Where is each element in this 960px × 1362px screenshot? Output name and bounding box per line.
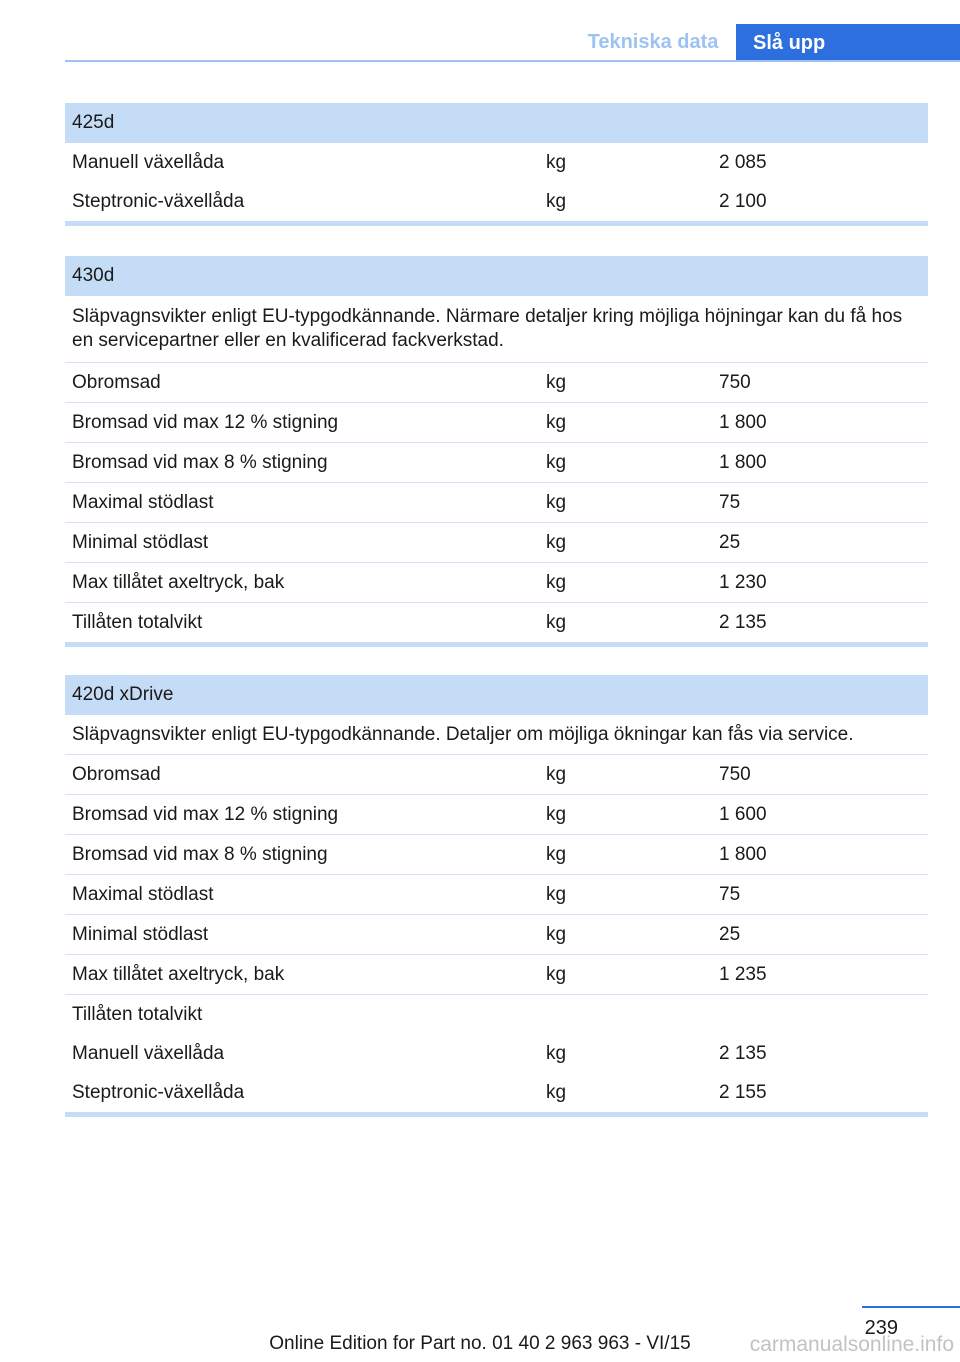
row-value: 2 155 xyxy=(719,1082,767,1103)
row-label: Obromsad xyxy=(72,764,161,785)
table-row xyxy=(65,835,928,875)
row-unit: kg xyxy=(546,884,567,905)
row-label: Steptronic-växellåda xyxy=(72,191,245,212)
table-title: 420d xDrive xyxy=(65,675,928,715)
row-unit: kg xyxy=(546,492,567,513)
table-row xyxy=(65,483,928,523)
watermark: carmanualsonline.info xyxy=(749,1333,954,1356)
row-label: Obromsad xyxy=(72,372,161,393)
row-unit: kg xyxy=(546,572,567,593)
table-row xyxy=(65,875,928,915)
table-subheading: Tillåten totalvikt xyxy=(72,1004,203,1025)
row-label: Max tillåtet axeltryck, bak xyxy=(72,964,285,985)
table-row xyxy=(65,443,928,483)
row-value: 1 800 xyxy=(719,844,767,865)
table-row xyxy=(65,955,928,995)
table-row xyxy=(65,182,928,221)
row-value: 2 100 xyxy=(719,191,767,212)
row-value: 25 xyxy=(719,532,741,553)
row-value: 2 135 xyxy=(719,1043,767,1064)
row-unit: kg xyxy=(546,191,567,212)
table-420d-xdrive xyxy=(65,675,928,1117)
row-label: Bromsad vid max 8 % stigning xyxy=(72,844,328,865)
row-label: Bromsad vid max 12 % stigning xyxy=(72,804,339,825)
table-row xyxy=(65,755,928,795)
header-tab-lookup[interactable]: Slå upp xyxy=(736,24,960,62)
row-unit: kg xyxy=(546,1043,567,1064)
row-unit: kg xyxy=(546,844,567,865)
row-unit: kg xyxy=(546,152,567,173)
table-430d xyxy=(65,256,928,647)
row-unit: kg xyxy=(546,412,567,433)
table-end-bar xyxy=(65,642,928,647)
table-row xyxy=(65,915,928,955)
table-425d xyxy=(65,103,928,226)
table-row xyxy=(65,363,928,403)
page-number: 239 xyxy=(864,1317,898,1339)
row-unit: kg xyxy=(546,532,567,553)
table-end-bar xyxy=(65,1112,928,1117)
row-label: Maximal stödlast xyxy=(72,492,214,513)
row-value: 750 xyxy=(719,372,751,393)
table-row xyxy=(65,523,928,563)
row-unit: kg xyxy=(546,612,567,633)
row-label: Steptronic-växellåda xyxy=(72,1082,245,1103)
row-value: 1 800 xyxy=(719,412,767,433)
table-note: Släpvagnsvikter enligt EU-typgodkännande. Närmare detaljer kring möjliga höjningar kan du få hos en servicepartner eller en kvalificerad fackverkstad. xyxy=(65,296,928,363)
header-section-label: Tekniska data xyxy=(587,31,719,53)
row-unit: kg xyxy=(546,452,567,473)
row-unit: kg xyxy=(546,372,567,393)
footer-edition: Online Edition for Part no. 01 40 2 963 963 - VI/15 xyxy=(269,1333,691,1354)
row-value: 2 085 xyxy=(719,152,767,173)
table-row xyxy=(65,603,928,642)
table-subheading-row xyxy=(65,995,928,1034)
row-label: Tillåten totalvikt xyxy=(72,612,203,633)
row-value: 75 xyxy=(719,884,741,905)
table-row xyxy=(65,403,928,443)
table-row xyxy=(65,1034,928,1073)
footer-accent-line xyxy=(862,1306,960,1308)
table-row xyxy=(65,143,928,182)
row-value: 1 600 xyxy=(719,804,767,825)
table-row xyxy=(65,1073,928,1112)
row-value: 1 800 xyxy=(719,452,767,473)
row-unit: kg xyxy=(546,1082,567,1103)
row-unit: kg xyxy=(546,924,567,945)
table-row xyxy=(65,795,928,835)
row-label: Bromsad vid max 8 % stigning xyxy=(72,452,328,473)
row-value: 75 xyxy=(719,492,741,513)
row-label: Max tillåtet axeltryck, bak xyxy=(72,572,285,593)
row-label: Maximal stödlast xyxy=(72,884,214,905)
table-row xyxy=(65,563,928,603)
row-unit: kg xyxy=(546,804,567,825)
row-label: Bromsad vid max 12 % stigning xyxy=(72,412,339,433)
row-unit: kg xyxy=(546,964,567,985)
table-end-bar xyxy=(65,221,928,226)
row-value: 750 xyxy=(719,764,751,785)
row-label: Manuell växellåda xyxy=(72,1043,225,1064)
row-value: 2 135 xyxy=(719,612,767,633)
row-unit: kg xyxy=(546,764,567,785)
table-title: 425d xyxy=(65,103,928,143)
table-note: Släpvagnsvikter enligt EU-typgodkännande. Detaljer om möjliga ökningar kan fås via service. xyxy=(65,715,928,755)
row-label: Manuell växellåda xyxy=(72,152,225,173)
row-value: 1 235 xyxy=(719,964,767,985)
row-label: Minimal stödlast xyxy=(72,532,209,553)
table-title: 430d xyxy=(65,256,928,296)
header-divider xyxy=(65,60,960,62)
row-label: Minimal stödlast xyxy=(72,924,209,945)
row-value: 25 xyxy=(719,924,741,945)
row-value: 1 230 xyxy=(719,572,767,593)
